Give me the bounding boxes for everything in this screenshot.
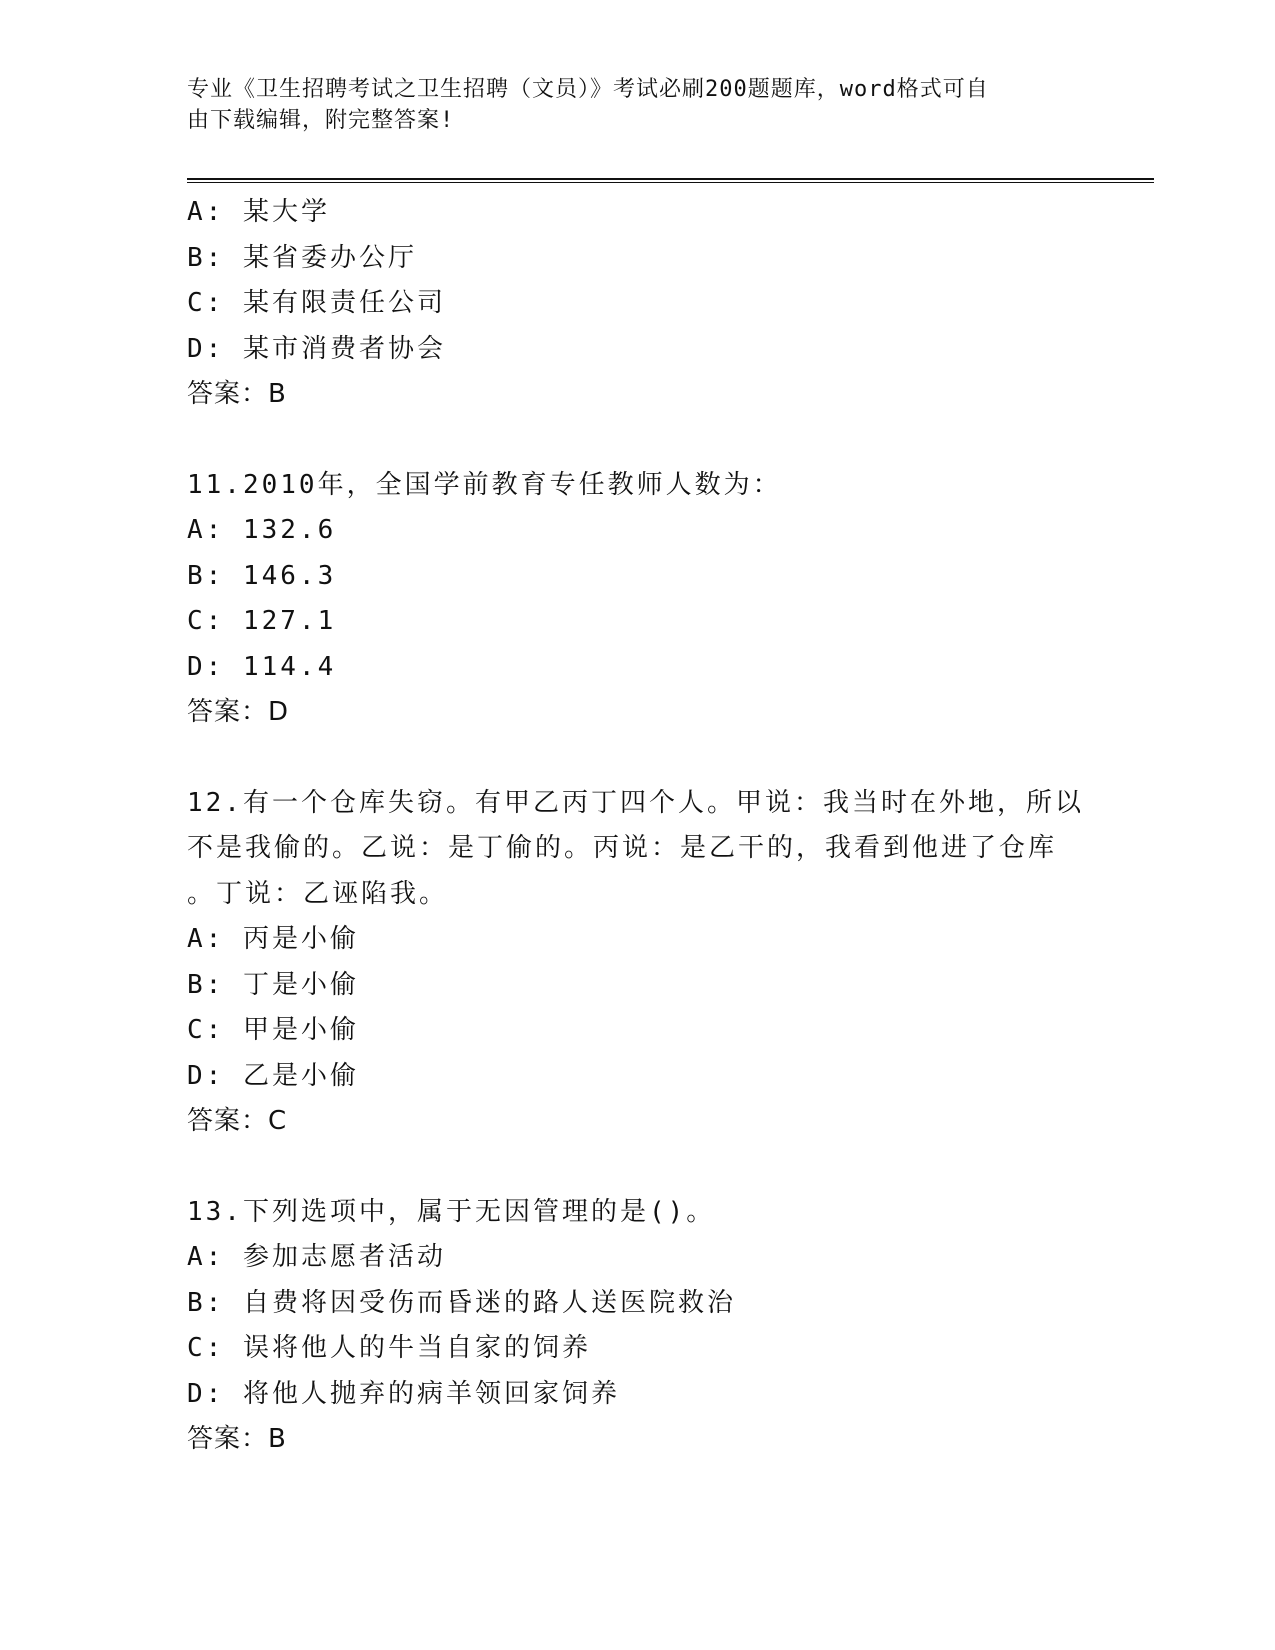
option-a: A: 某大学 [187, 197, 330, 227]
spacer [187, 418, 1087, 463]
question-text: 13.下列选项中，属于无因管理的是()。 [187, 1196, 716, 1227]
option-a: A: 132.6 [187, 515, 337, 545]
option-c: C: 甲是小偷 [187, 1015, 359, 1045]
question-block [187, 1190, 1087, 1463]
option-c: C: 误将他人的牛当自家的饲养 [187, 1333, 591, 1363]
question-list [187, 190, 1087, 1463]
spacer [187, 1145, 1087, 1190]
question-block [187, 463, 1087, 736]
question-text: 11.2010年，全国学前教育专任教师人数为： [187, 469, 782, 500]
question-text-line-2: 不是我偷的。乙说：是丁偷的。丙说：是乙干的，我看到他进了仓库 [187, 833, 1058, 863]
option-a: A: 参加志愿者活动 [187, 1242, 446, 1272]
option-d: D: 114.4 [187, 651, 337, 682]
question-block [187, 190, 1087, 418]
answer-line: 答案：B [187, 1424, 287, 1454]
option-b: B: 某省委办公厅 [187, 242, 417, 273]
question-text-line-1: 12.有一个仓库失窃。有甲乙丙丁四个人。甲说：我当时在外地，所以 [187, 787, 1084, 818]
option-b: B: 丁是小偷 [187, 969, 359, 1000]
header-line-2: 由下载编辑，附完整答案! [187, 108, 455, 133]
option-b: B: 自费将因受伤而昏迷的路人送医院救治 [187, 1287, 736, 1318]
option-b: B: 146.3 [187, 560, 337, 591]
answer-line: 答案：C [187, 1106, 288, 1136]
option-d: D: 乙是小偷 [187, 1060, 359, 1091]
answer-line: 答案：D [187, 697, 290, 727]
header-divider [187, 178, 1154, 180]
option-d: D: 某市消费者协会 [187, 333, 446, 364]
option-a: A: 丙是小偷 [187, 924, 359, 954]
answer-line: 答案：B [187, 379, 287, 409]
option-c: C: 某有限责任公司 [187, 288, 446, 318]
document-header [187, 74, 1067, 136]
header-divider-thin [187, 182, 1154, 183]
question-block [187, 781, 1087, 1145]
question-text-line-3: 。丁说：乙诬陷我。 [187, 878, 449, 909]
option-c: C: 127.1 [187, 606, 337, 636]
header-line-1: 专业《卫生招聘考试之卫生招聘（文员）》考试必刷200题题库，word格式可自 [187, 77, 989, 102]
spacer [187, 736, 1087, 781]
option-d: D: 将他人抛弃的病羊领回家饲养 [187, 1378, 620, 1409]
